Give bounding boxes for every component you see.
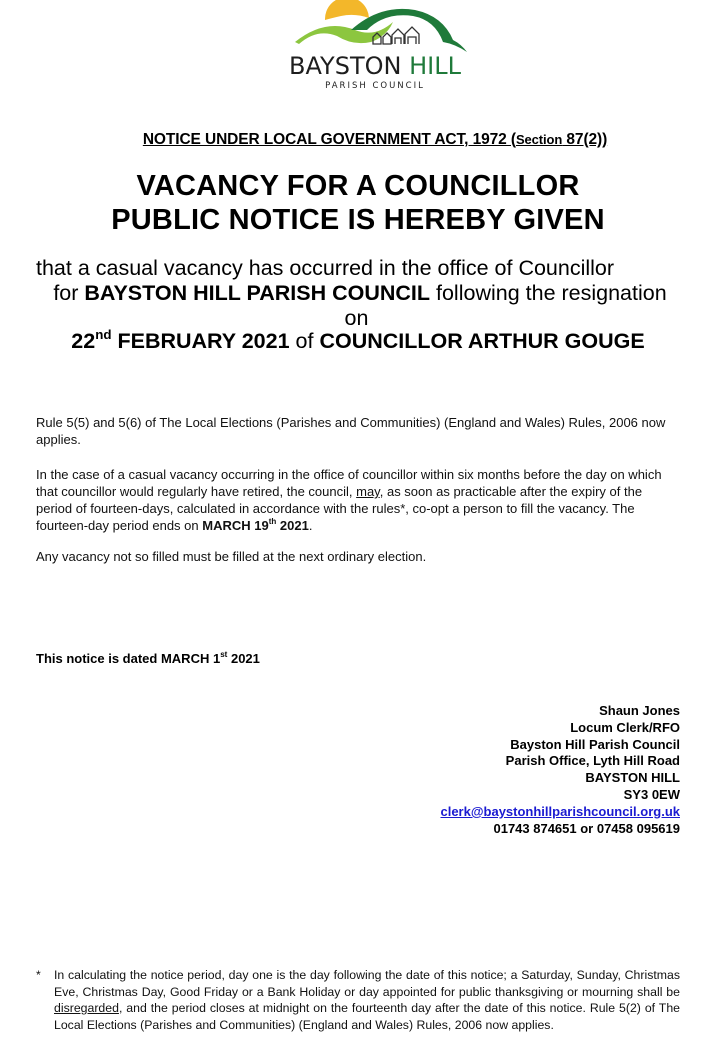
resignation-day-suffix: nd	[95, 326, 112, 342]
p2-may: may	[356, 484, 380, 499]
footnote-text	[54, 967, 680, 1033]
title-vacancy: VACANCY FOR A COUNCILLOR	[136, 170, 580, 202]
casual-vacancy-paragraph	[36, 466, 676, 534]
council-name: Bayston Hill Parish Council	[510, 736, 680, 752]
p2-text-b: , as soon as practicable after the expiry of the period of fourteen-days, calculated in accordance with the rules*, co-opt a person to fill the vacancy. The fourteen-day period ends on	[36, 484, 643, 533]
heading-main: NOTICE UNDER LOCAL GOVERNMENT ACT, 1972 (	[142, 131, 516, 148]
dated-text: This notice is dated MARCH 1	[36, 651, 221, 666]
p2-end: .	[308, 518, 313, 533]
logo-wordmark	[277, 52, 473, 80]
heading-end: 87(2))	[562, 131, 608, 148]
footnote-disregarded: disregarded	[54, 1001, 119, 1015]
notice-heading	[0, 131, 720, 149]
title-public-notice: PUBLIC NOTICE IS HEREBY GIVEN	[111, 204, 605, 236]
intro-council-name: BAYSTON HILL PARISH COUNCIL	[84, 281, 431, 305]
clerk-role: Locum Clerk/RFO	[570, 719, 680, 735]
period-end-year: 2021	[276, 518, 309, 533]
logo-word-hill: HILL	[409, 52, 461, 80]
heading-section: Section	[515, 132, 563, 147]
logo-hills-icon	[275, 0, 475, 55]
intro-line-1: that a casual vacancy has occurred in the office of Councillor	[36, 256, 615, 280]
footnote-text-b: , and the period closes at midnight on the fourteenth day after the date of this notice. Rule 5(2) of The Local Elections (Parishes and Communities) (England and Wales) Rules, 2006 now applies.	[54, 1001, 680, 1032]
dated-year: 2021	[227, 651, 260, 666]
resignation-day: 22	[71, 329, 96, 353]
signature-block	[440, 703, 680, 837]
parish-council-logo	[275, 0, 475, 96]
intro-line-4	[0, 326, 716, 353]
footnote-text-a: In calculating the notice period, day one is the day following the date of this notice; a Saturday, Sunday, Christmas Eve, Christmas Day, Good Friday or a Bank Holiday or day appointed for public thanksgiving or mourning shall be	[54, 968, 680, 999]
intro-for: for	[53, 281, 85, 305]
notice-date	[36, 651, 260, 666]
rule-paragraph: Rule 5(5) and 5(6) of The Local Elections (Parishes and Communities) (England and Wales) Rules, 2006 now applies.	[36, 415, 666, 447]
resignation-month-year: FEBRUARY 2021	[111, 329, 290, 353]
office-address: Parish Office, Lyth Hill Road	[505, 753, 680, 769]
postcode: SY3 0EW	[623, 786, 680, 802]
logo-subtitle: PARISH COUNCIL	[325, 81, 425, 91]
phone-numbers: 01743 874651 or 07458 095619	[493, 820, 680, 836]
email-link[interactable]: clerk@baystonhillparishcouncil.org.uk	[440, 803, 680, 819]
logo-word-bayston: BAYSTON	[289, 52, 402, 80]
town: BAYSTON HILL	[585, 770, 680, 786]
footnote	[36, 967, 680, 1033]
clerk-name: Shaun Jones	[599, 703, 680, 718]
intro-following: following the resignation	[430, 281, 667, 305]
intro-line-3: on	[344, 306, 369, 330]
footnote-asterisk: *	[36, 968, 41, 982]
dated-suffix: st	[220, 649, 228, 659]
period-end-date: MARCH 19	[202, 518, 269, 533]
councillor-name: COUNCILLOR ARTHUR GOUGE	[319, 329, 645, 353]
intro-of: of	[289, 329, 320, 353]
p2-text-a: In the case of a casual vacancy occurring in the office of councillor within six months before the day on which that councillor would regularly have retired, the council,	[36, 467, 662, 499]
period-end-suffix: th	[268, 516, 277, 526]
intro-line-2	[0, 281, 720, 305]
ordinary-election-paragraph: Any vacancy not so filled must be filled at the next ordinary election.	[36, 549, 427, 564]
